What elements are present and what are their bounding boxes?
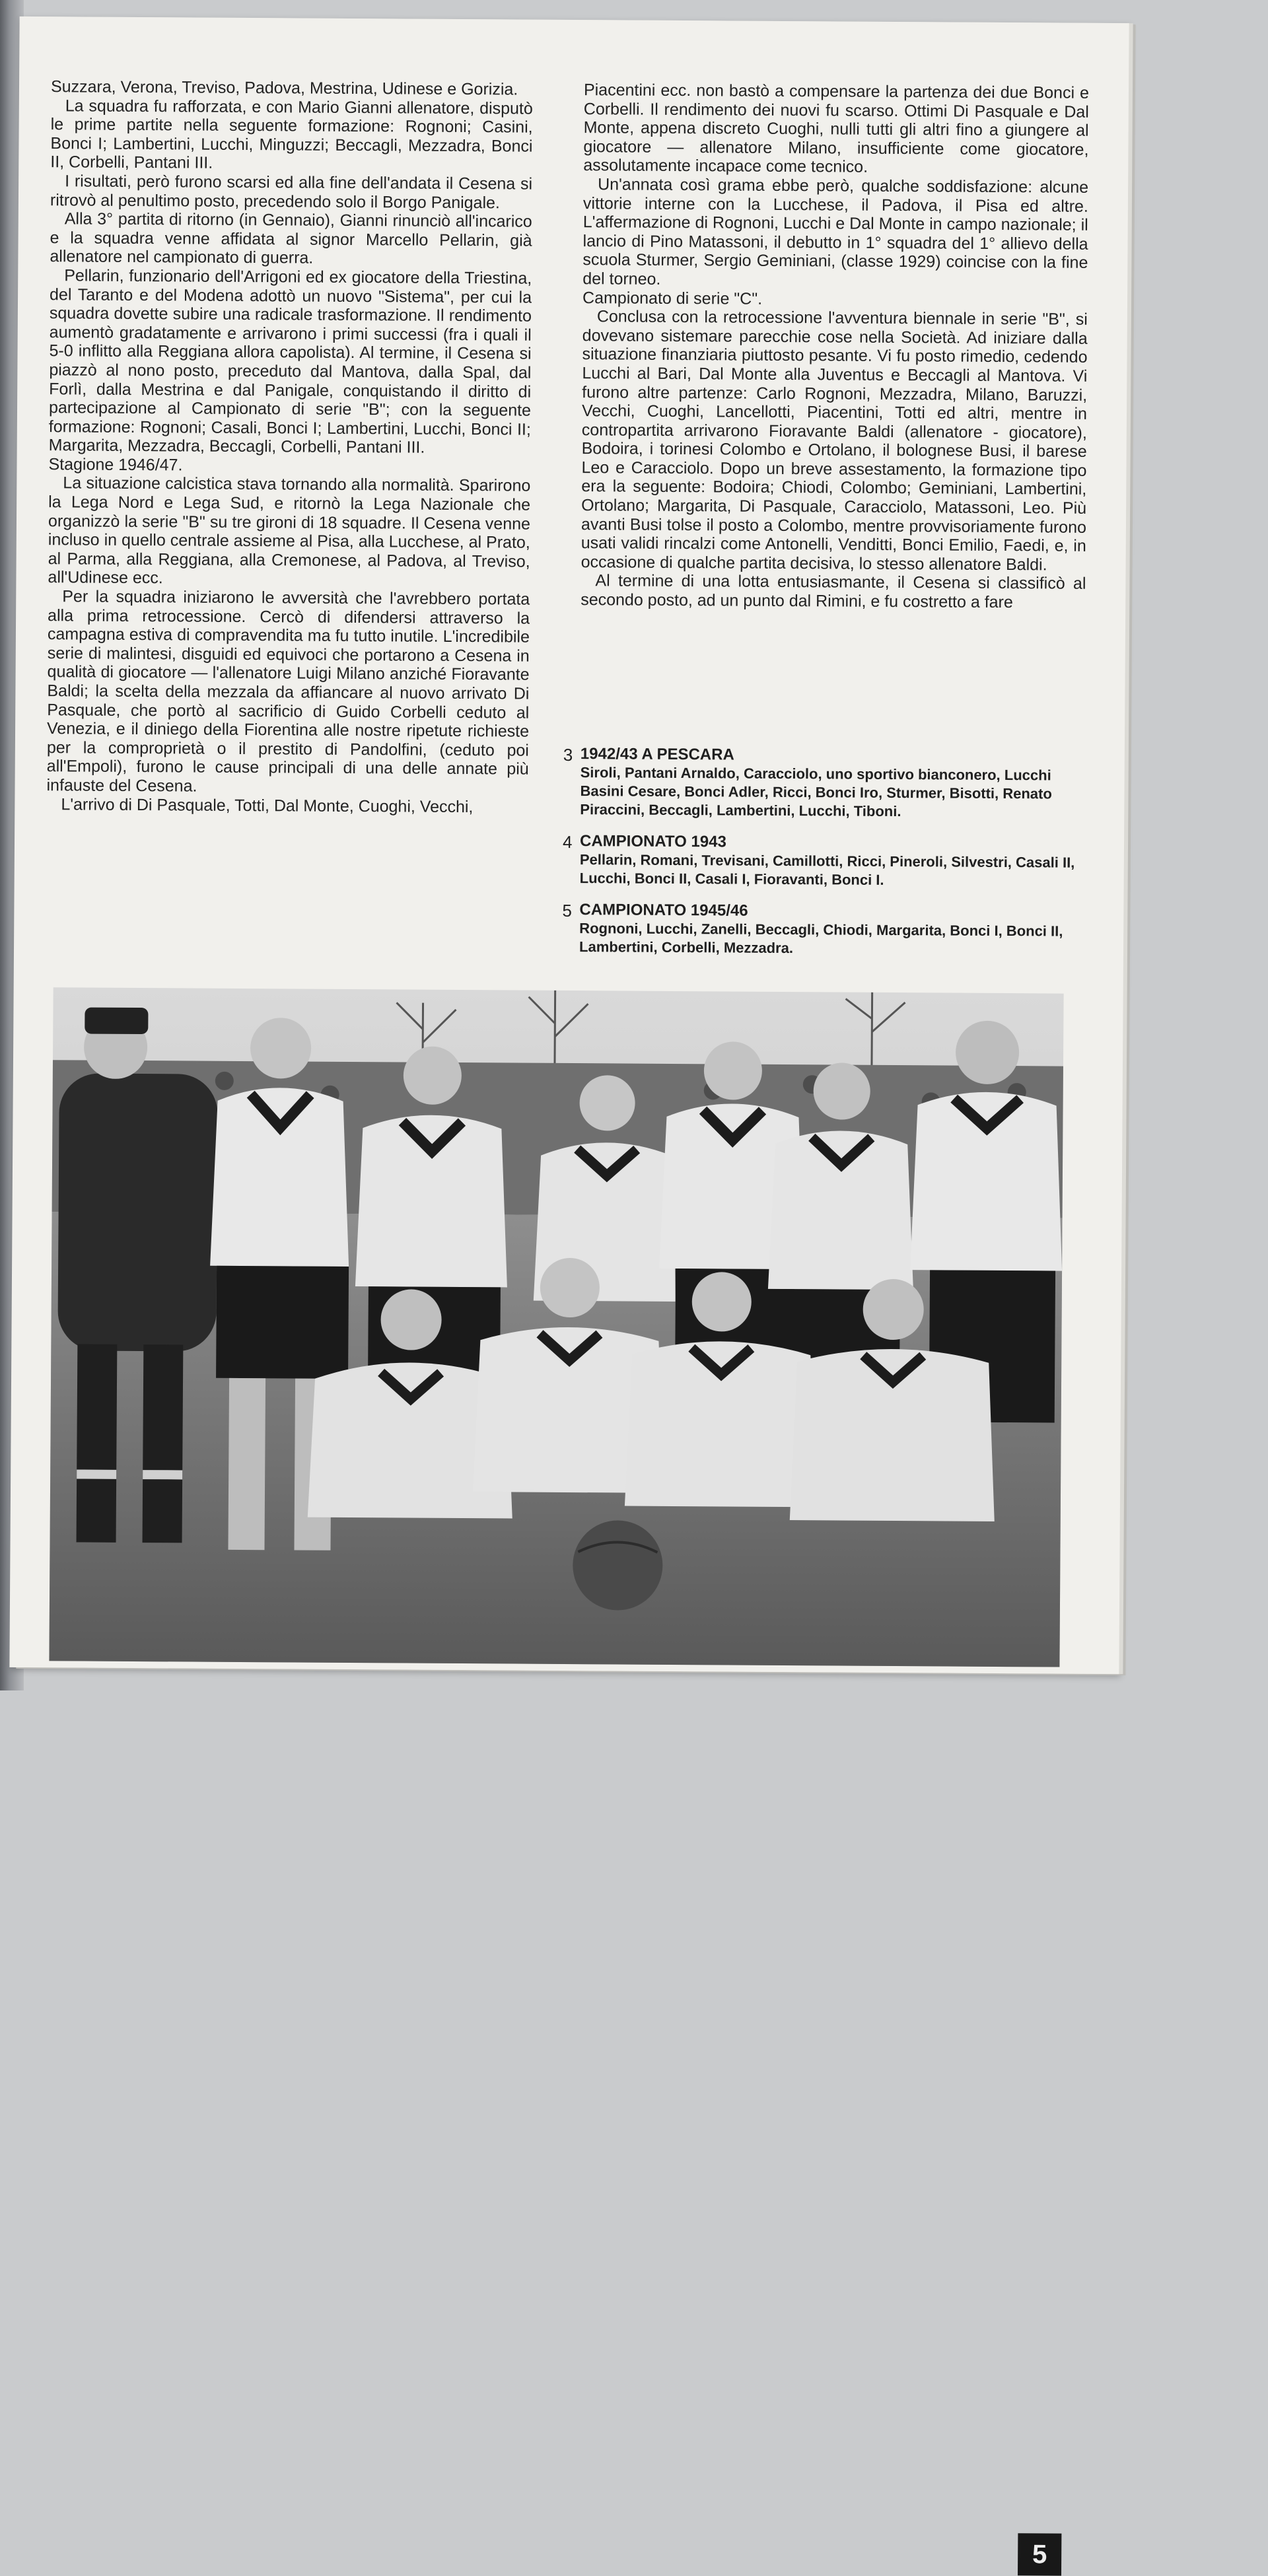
caption-players: Siroli, Pantani Arnaldo, Caracciolo, uno sportivo bianconero, Lucchi Basini Cesare, Bonci Adler, Ricci, Bonci Iro, Sturmer, Bisotti, Renato Piraccini, Beccagli, Lambertini, Lucchi, Tiboni. bbox=[580, 764, 1052, 820]
caption-players: Pellarin, Romani, Trevisani, Camillotti, Ricci, Pineroli, Silvestri, Casali II, Lucchi, Bonci II, Casali I, Fioravanti, Bonci I. bbox=[579, 851, 1075, 888]
text-column-right bbox=[581, 81, 1089, 612]
magazine-page bbox=[9, 17, 1129, 2569]
paragraph: La situazione calcistica stava tornando alla normalità. Sparirono la Lega Nord e Lega Sud, e ritornò la Lega Nazionale che organizzò la serie "B" su tre gironi di 18 squadre. Il Cesena venne incluso in quello centrale assieme al Pisa, alla Lucchese, al Prato, al Parma, alla Reggiana, alla Cremonese, al Padova, al Treviso, all'Udinese ecc. bbox=[48, 473, 531, 588]
paragraph: Alla 3° partita di ritorno (in Gennaio), Gianni rinunciò all'incarico e la squadra venne affidata al signor Marcello Pellarin, già allenatore nel campionato di guerra. bbox=[50, 209, 532, 267]
caption-title: CAMPIONATO 1945/46 bbox=[579, 901, 748, 920]
caption-title: CAMPIONATO 1943 bbox=[579, 832, 726, 851]
section-heading: Campionato di serie "C". bbox=[582, 288, 763, 308]
football bbox=[573, 1520, 663, 1611]
paragraph: Suzzara, Verona, Treviso, Padova, Mestrina, Udinese e Gorizia. bbox=[50, 77, 518, 99]
section-heading: Stagione 1946/47. bbox=[48, 455, 183, 475]
caption-item bbox=[563, 745, 1085, 822]
paragraph: Per la squadra iniziarono le avversità che l'avrebbero portata alla prima retrocessione. Cercò di difendersi attraverso la campagna estiva di compravendita ma fu tutto inutile. L'incredibile serie di malintesi, disguidi ed equivoci che portarono a Cesena in qualità di giocatore — l'allenatore Luigi Milano anziché Fioravante Baldi; la scelta della mezzala da affiancare al nuovo arrivato Di Pasquale, che portò al sacrificio di Guido Corbelli ceduto al Venezia, e il diniego della Fiorentina alle nostre ripetute richieste per la comproprietà o il prestito di Pandolfini, (ceduto poi all'Empoli), furono le cause principali di una delle annate più infauste del Cesena. bbox=[46, 587, 530, 796]
paragraph: Piacentini ecc. non bastò a compensare la partenza dei due Bonci e Corbelli. Il rendimento dei nuovi fu scarso. Ottimi Di Pasquale e Dal Monte, appena discreto Cuoghi, nulli tutti gli altri fino a giungere al giocatore — allenatore Milano, insufficiente come giocatore, assolutamente incapace come tecnico. bbox=[583, 81, 1090, 177]
photo-number-badge: 5 bbox=[1018, 2533, 1061, 2575]
paragraph: Un'annata così grama ebbe però, qualche soddisfazione: alcune vittorie interne con la Lucchese, il Padova, il Pisa ed altre. L'affermazione di Rognoni, Lucchi e Dal Monte in campo nazionale; il lancio di Pino Matassoni, il debutto in 1° squadra del 1° allievo della scuola Sturmer, Sergio Geminiani, (classe 1929) coincise con la fine del torneo. bbox=[582, 175, 1089, 289]
caption-item bbox=[562, 901, 1084, 959]
team-photo bbox=[49, 987, 1063, 2569]
caption-number: 5 bbox=[562, 900, 572, 921]
caption-players: Rognoni, Lucchi, Zanelli, Beccagli, Chiodi, Margarita, Bonci I, Bonci II, Lambertini, Corbelli, Mezzadra. bbox=[579, 920, 1063, 957]
paragraph: Al termine di una lotta entusiasmante, il Cesena si classificò al secondo posto, ad un punto dal Rimini, e fu costretto a fare bbox=[581, 571, 1086, 612]
paragraph: Conclusa con la retrocessione l'avventura biennale in serie "B", si dovevano sistemare parecchie cose nella Società. Ad iniziare dalla situazione finanziaria piuttosto pesante. Vi fu posto rimedio, cedendo Lucchi al Bari, Dal Monte alla Juventus e Beccagli al Mantova. Vi furono altre partenze: Carlo Rognoni, Mezzadra, Milano, Baruzzi, Vecchi, Cuoghi, Lancellotti, Piacentini, Totti ed altri, mentre in contropartita arrivarono Fioravante Baldi (allenatore - giocatore), Bodoira, i torinesi Colombo e Ortolano, il bolognese Busi, il barese Leo e Caracciolo. Dopo un breve assestamento, la formazione tipo era la seguente: Bodoira; Chiodi, Colombo; Geminiani, Lambertini, Ortolano; Margarita, Di Pasquale, Caracciolo, Matassoni, Leo. Più avanti Busi tolse il posto a Colombo, mentre provvisoriamente furono usati validi rincalzi come Antonelli, Venditti, Bonci Emilio, Faedi, e, in occasione di qualche partita decisiva, lo stesso allenatore Baldi. bbox=[581, 307, 1088, 574]
paragraph: La squadra fu rafforzata, e con Mario Gianni allenatore, disputò le prime partite nella seguente formazione: Rognoni; Casini, Bonci I; Lambertini, Lucchi, Minguzzi; Beccagli, Mezzadra, Bonci II, Corbelli, Pantani III. bbox=[50, 96, 533, 173]
caption-number: 3 bbox=[563, 744, 573, 765]
caption-title: 1942/43 A PESCARA bbox=[580, 745, 734, 764]
paragraph: I risultati, però furono scarsi ed alla fine dell'andata il Cesena si ritrovò al penultimo posto, precedendo solo il Borgo Panigale. bbox=[50, 172, 533, 212]
caption-number: 4 bbox=[562, 831, 573, 853]
text-column-left bbox=[46, 77, 533, 817]
team-photo-illustration bbox=[49, 987, 1063, 1667]
paragraph: Pellarin, funzionario dell'Arrigoni ed ex giocatore della Triestina, del Taranto e del Modena adottò un nuovo "Sistema", per cui la squadra dovette subire una radicale trasformazione. Il rendimento aumentò gradatamente e arrivarono i primi successi (fra i quali il 5-0 inflitto alla Reggiana allora capolista). Al termine, il Cesena si piazzò al nono posto, preceduto dal Mantova, dalla Spal, dal Forlì, dalla Mestrina e dal Panigale, conquistando il diritto di partecipazione al Campionato di serie "B"; con la seguente formazione: Rognoni; Casali, Bonci I; Lambertini, Lucchi, Bonci II; Margarita, Mezzadra, Beccagli, Corbelli, Pantani III. bbox=[48, 266, 532, 457]
paragraph: L'arrivo di Di Pasquale, Totti, Dal Monte, Cuoghi, Vecchi, bbox=[61, 794, 474, 816]
caption-item bbox=[563, 832, 1084, 891]
photo-captions bbox=[562, 745, 1085, 973]
